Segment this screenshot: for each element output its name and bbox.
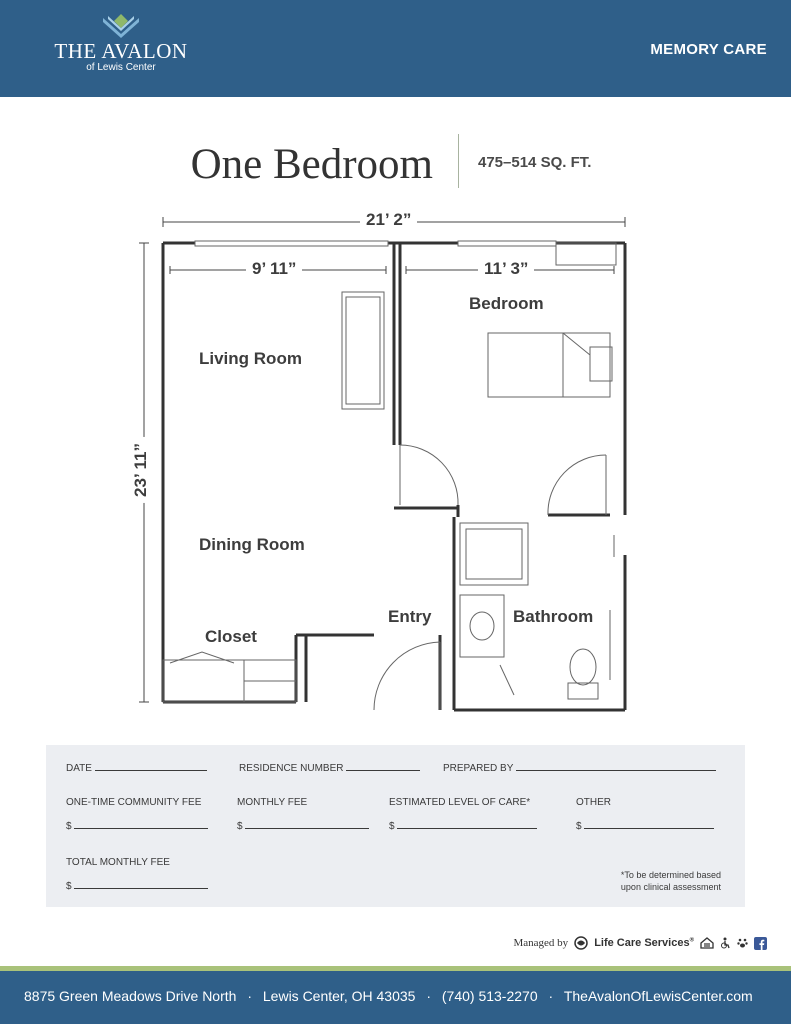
memory-care-label: MEMORY CARE (650, 41, 767, 58)
footer-separator: · (548, 988, 554, 1004)
pet-friendly-icon (737, 937, 748, 949)
one-time-fee-line (74, 821, 208, 829)
residence-number-field[interactable] (239, 763, 420, 774)
level-of-care-field[interactable] (389, 821, 537, 832)
other-line (584, 821, 714, 829)
footer-bar (0, 971, 791, 1024)
dollar-sign: $ (66, 821, 72, 832)
page-title: One Bedroom (190, 141, 433, 188)
clinical-note-line2: upon clinical assessment (620, 882, 721, 892)
square-footage: 475–514 SQ. FT. (478, 154, 592, 171)
monthly-fee-label: MONTHLY FEE (237, 797, 308, 808)
header-bar (0, 0, 791, 97)
monthly-fee-line (245, 821, 369, 829)
monthly-fee-field[interactable] (237, 821, 369, 832)
life-care-services-name: Life Care Services® (594, 937, 694, 949)
footer-separator: · (426, 988, 431, 1004)
total-monthly-fee-line (74, 881, 208, 889)
footer-city: Lewis Center, OH 43035 (262, 988, 416, 1004)
clinical-note (621, 869, 721, 893)
other-label: OTHER (576, 797, 611, 808)
managed-by-text: Managed by (513, 937, 569, 949)
entry-label: Entry (388, 607, 432, 626)
date-line (95, 763, 207, 771)
logo-subtitle: of Lewis Center (86, 62, 156, 73)
bedroom-width-dimension: 11’ 3” (478, 259, 534, 279)
pricing-form (46, 745, 745, 907)
prepared-by-field[interactable] (443, 763, 716, 774)
dollar-sign: $ (576, 821, 582, 832)
residence-number-label: RESIDENCE NUMBER (239, 763, 344, 774)
bedroom-label: Bedroom (469, 294, 544, 313)
overall-width-dimension: 21’ 2” (360, 210, 417, 230)
total-monthly-fee-label: TOTAL MONTHLY FEE (66, 857, 170, 868)
living-width-dimension: 9’ 11” (246, 259, 302, 279)
other-field[interactable] (576, 821, 714, 832)
life-care-services-logo-icon (574, 936, 588, 950)
overall-depth-dimension: 23’ 11” (131, 437, 151, 503)
title-divider (458, 134, 459, 188)
prepared-by-line (516, 763, 716, 771)
date-field[interactable] (66, 763, 207, 774)
level-of-care-line (397, 821, 537, 829)
dollar-sign: $ (389, 821, 395, 832)
closet-label: Closet (205, 627, 257, 646)
dollar-sign: $ (66, 881, 72, 892)
chevron-leaves-icon (101, 12, 141, 38)
equal-housing-icon (700, 937, 714, 949)
footer-address: 8875 Green Meadows Drive North (24, 988, 237, 1004)
living-room-label: Living Room (199, 349, 302, 368)
residence-number-line (346, 763, 420, 771)
footer-contact (24, 988, 753, 1004)
one-time-fee-label: ONE-TIME COMMUNITY FEE (66, 797, 202, 808)
avalon-logo[interactable] (46, 12, 196, 88)
total-monthly-fee-field[interactable] (66, 881, 208, 892)
facebook-icon[interactable] (754, 937, 767, 950)
dollar-sign: $ (237, 821, 243, 832)
bathroom-label: Bathroom (513, 607, 594, 626)
accessibility-icon (720, 937, 731, 949)
footer-separator: · (247, 988, 252, 1004)
footer-phone[interactable]: (740) 513-2270 (441, 988, 538, 1004)
prepared-by-label: PREPARED BY (443, 763, 514, 774)
managed-by (514, 936, 768, 950)
logo-name: THE AVALON (54, 39, 188, 63)
footer-website-link[interactable]: TheAvalonOfLewisCenter.com (563, 988, 753, 1004)
one-time-fee-field[interactable] (66, 821, 208, 832)
level-of-care-label: ESTIMATED LEVEL OF CARE* (389, 797, 531, 808)
date-label: DATE (66, 763, 92, 774)
dining-room-label: Dining Room (199, 535, 305, 554)
floor-plan (130, 205, 630, 720)
clinical-note-line1: *To be determined based (620, 870, 721, 880)
